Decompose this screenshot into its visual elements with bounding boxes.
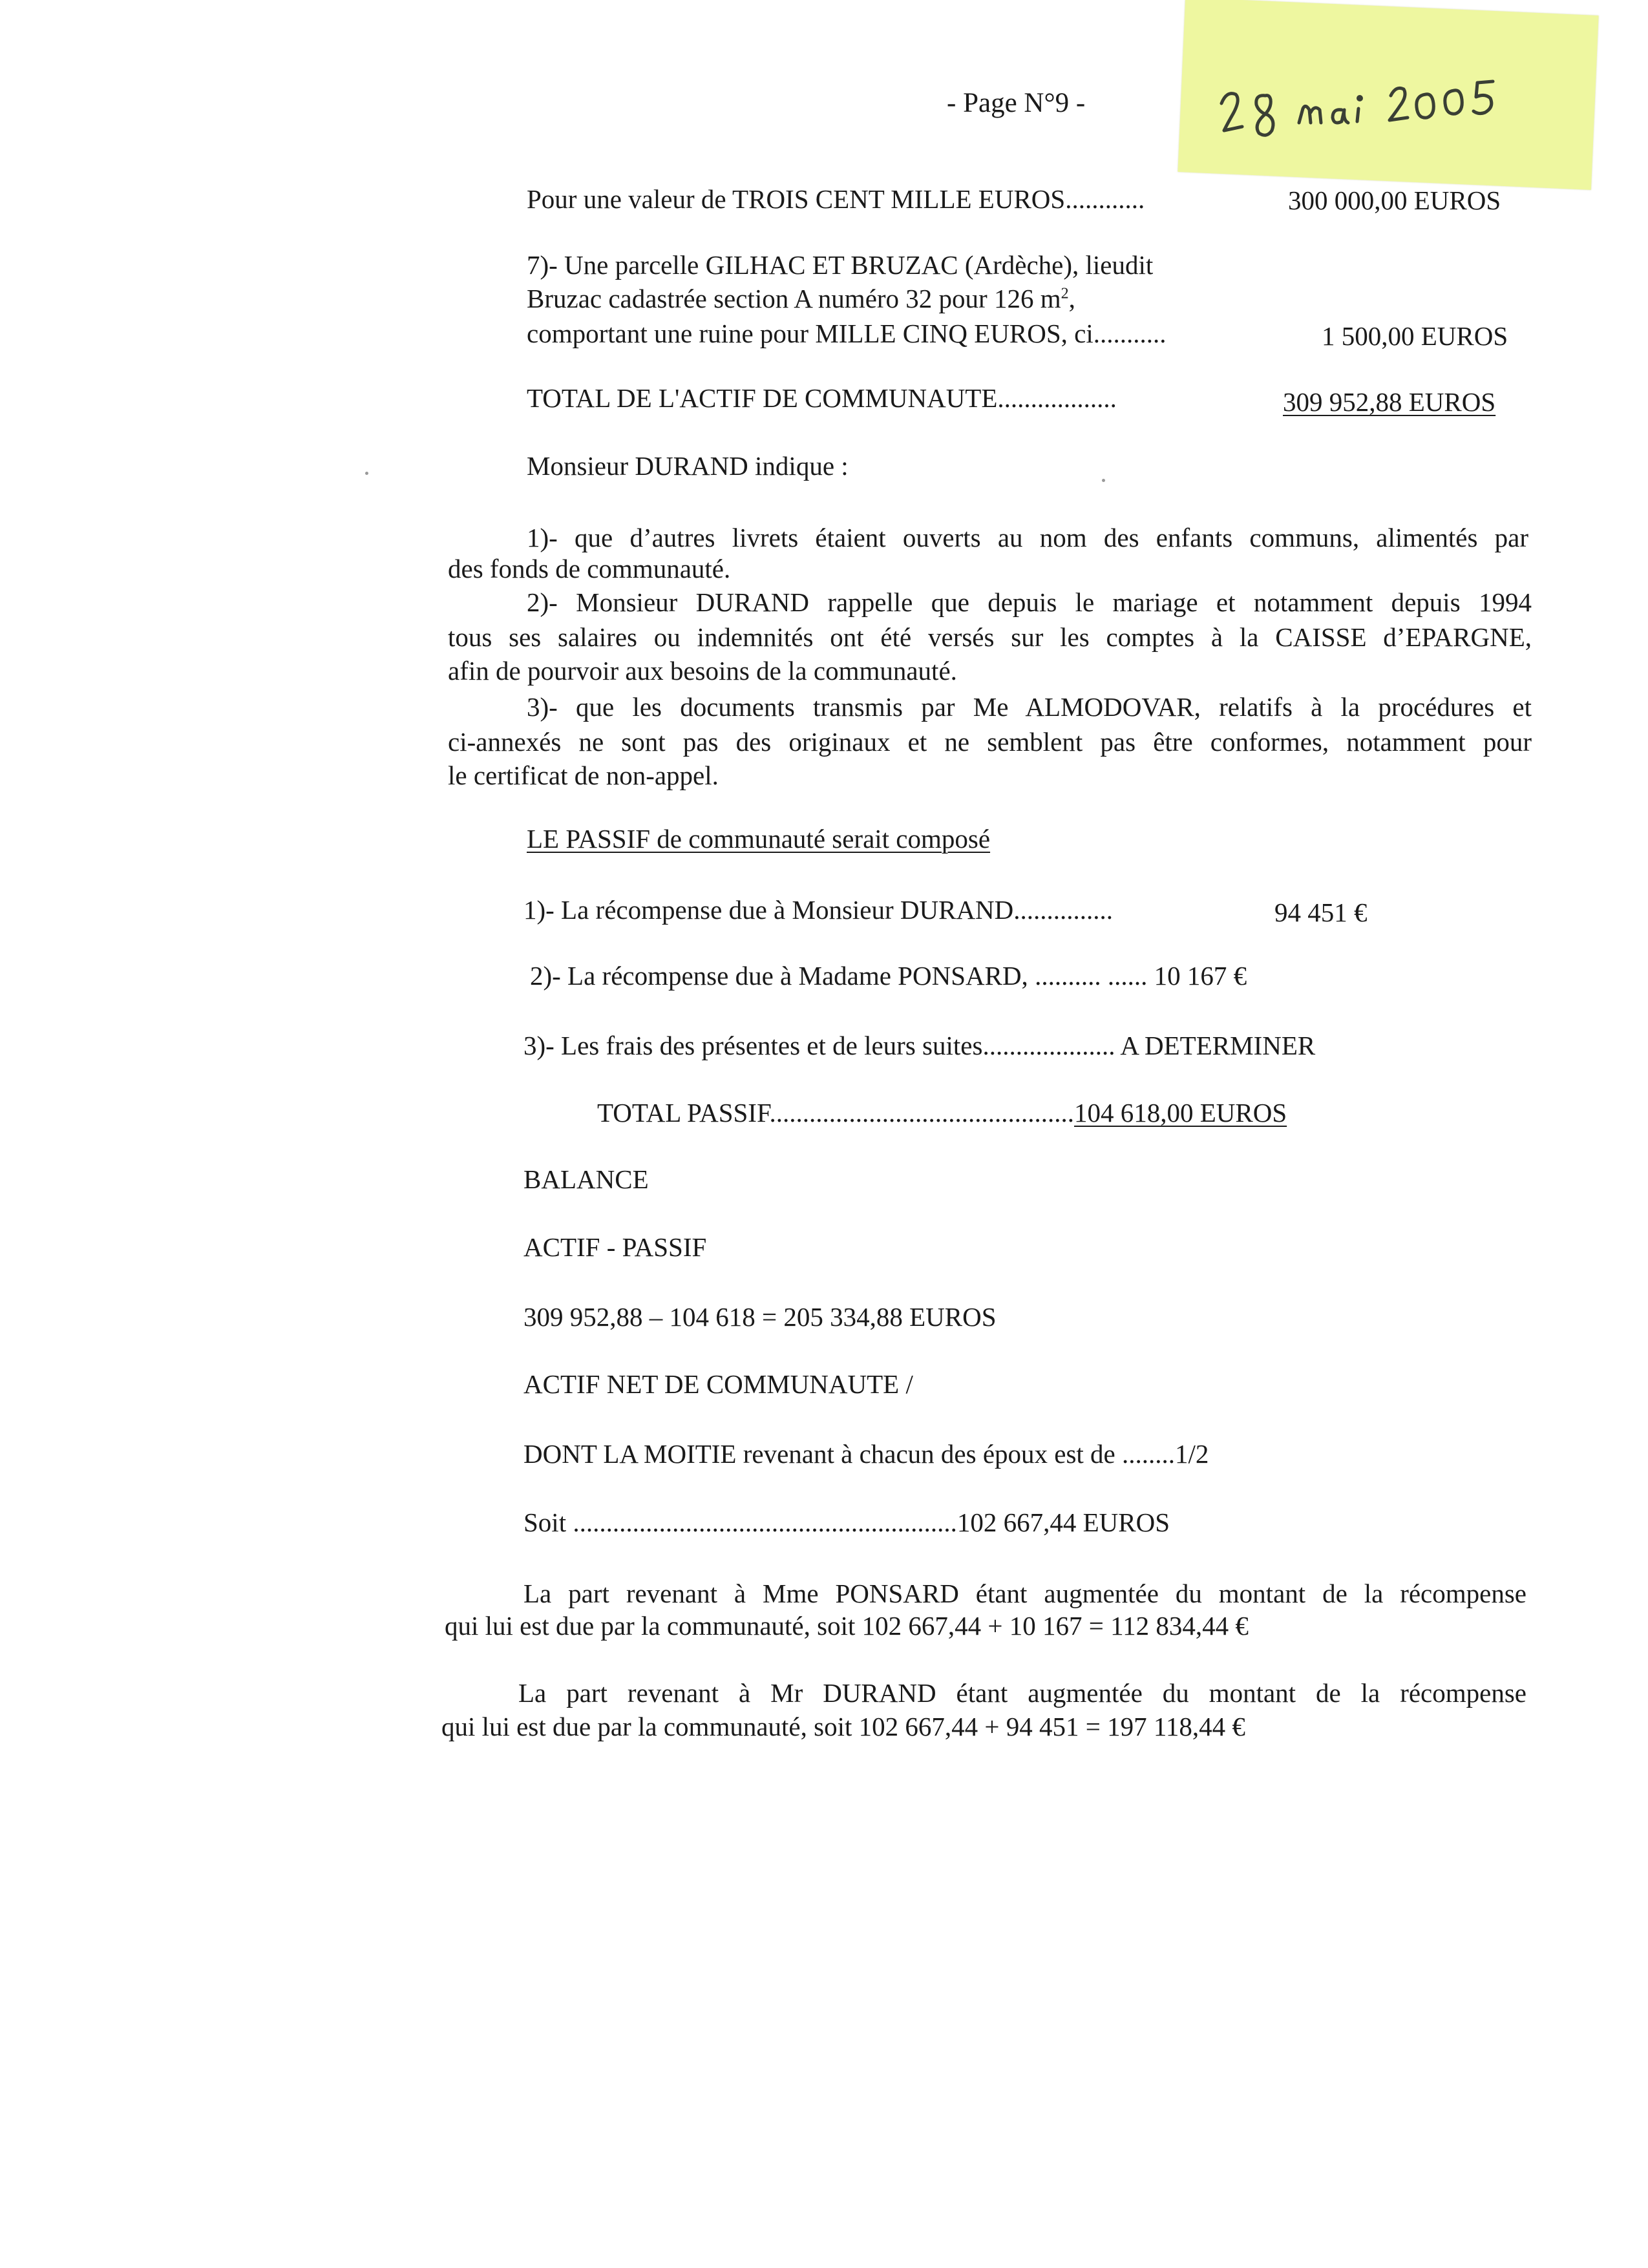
page-number: - Page N°9 - xyxy=(947,88,1086,118)
total-actif-amount: 309 952,88 EUROS xyxy=(1283,387,1496,417)
passif-item-2-dots: .......... ...... xyxy=(1035,961,1148,991)
passif-item-3 xyxy=(523,1033,1315,1059)
total-actif-label: TOTAL DE L'ACTIF DE COMMUNAUTE xyxy=(527,383,998,413)
passif-item-3-dots: ................... xyxy=(982,1031,1109,1060)
scan-speck xyxy=(1102,479,1105,482)
half-share-label: DONT LA MOITIE revenant à chacun des époux est de xyxy=(523,1439,1123,1469)
parcel-line-2 xyxy=(527,286,1075,312)
parcel-area-exponent: 2 xyxy=(1061,285,1069,302)
passif-item-1-dots: ............... xyxy=(1013,895,1114,925)
declaration-2-line-1: 2)- Monsieur DURAND rappelle que depuis le mariage et notamment depuis 1994 xyxy=(527,587,1532,617)
handwritten-date xyxy=(1209,58,1545,155)
passif-total-label: TOTAL PASSIF xyxy=(597,1098,770,1128)
ponsard-share-line-1: La part revenant à Mme PONSARD étant augmentée du montant de la récompense xyxy=(523,1579,1527,1608)
valuation-amount: 300 000,00 EUROS xyxy=(1288,185,1501,215)
declaration-3-line-2: ci-annexés ne sont pas des originaux et ne semblent pas être conformes, notamment pour xyxy=(448,727,1532,757)
half-share-value: 1/2 xyxy=(1175,1439,1209,1469)
parcel-line-2-text: Bruzac cadastrée section A numéro 32 pour 126 m xyxy=(527,284,1061,313)
passif-item-3-label: 3)- Les frais des présentes et de leurs suites xyxy=(523,1031,983,1060)
passif-item-1 xyxy=(523,897,1113,923)
soit-line xyxy=(523,1509,1170,1536)
balance-heading: BALANCE xyxy=(523,1164,649,1194)
passif-item-2 xyxy=(530,963,1247,989)
ponsard-share-line-2: qui lui est due par la communauté, soit 102 667,44 + 10 167 = 112 834,44 € xyxy=(445,1611,1249,1641)
passif-item-3-amount: . A DETERMINER xyxy=(1108,1031,1316,1060)
passif-total xyxy=(597,1100,1287,1126)
passif-total-amount: 104 618,00 EUROS xyxy=(1073,1098,1287,1128)
parcel-line-3 xyxy=(527,320,1167,347)
total-actif-line xyxy=(527,385,1117,412)
passif-item-1-label: 1)- La récompense due à Monsieur DURAND xyxy=(523,895,1014,925)
passif-item-2-label: 2)- La récompense due à Madame PONSARD, xyxy=(530,961,1035,991)
declaration-2-line-3: afin de pourvoir aux besoins de la communauté. xyxy=(448,656,957,686)
passif-item-1-amount: 94 451 € xyxy=(1274,898,1368,927)
declaration-3-line-1: 3)- que les documents transmis par Me ALMODOVAR, relatifs à la procédures et xyxy=(527,692,1532,722)
parcel-line-2-end: , xyxy=(1068,284,1075,313)
balance-calculation: 309 952,88 – 104 618 = 205 334,88 EUROS xyxy=(523,1302,997,1332)
half-share-line xyxy=(523,1441,1209,1467)
durand-share-line-2: qui lui est due par la communauté, soit 102 667,44 + 94 451 = 197 118,44 € xyxy=(441,1712,1245,1741)
half-share-dots: ........ xyxy=(1122,1439,1176,1469)
soit-amount: 102 667,44 EUROS xyxy=(956,1507,1170,1537)
net-actif-label: ACTIF NET DE COMMUNAUTE / xyxy=(523,1369,913,1399)
valuation-dots: ............ xyxy=(1065,184,1145,214)
parcel-line-3-label: comportant une ruine pour MILLE CINQ EUROS, ci xyxy=(527,319,1093,348)
declaration-intro: Monsieur DURAND indique : xyxy=(527,451,849,481)
parcel-line-1: 7)- Une parcelle GILHAC ET BRUZAC (Ardèche), lieudit xyxy=(527,250,1154,280)
declaration-3-line-3: le certificat de non-appel. xyxy=(448,761,719,790)
declaration-1-line-2: des fonds de communauté. xyxy=(448,554,731,583)
balance-subheading: ACTIF - PASSIF xyxy=(523,1232,707,1262)
scan-speck xyxy=(365,472,368,475)
total-actif-dots: .................. xyxy=(997,383,1117,413)
passif-heading: LE PASSIF de communauté serait composé xyxy=(527,824,991,854)
soit-label: Soit xyxy=(523,1507,573,1537)
declaration-2-line-2: tous ses salaires ou indemnités ont été versés sur les comptes à la CAISSE d’EPARGNE, xyxy=(448,622,1532,652)
parcel-amount: 1 500,00 EUROS xyxy=(1322,321,1508,351)
valuation-label: Pour une valeur de TROIS CENT MILLE EUROS xyxy=(527,184,1066,214)
parcel-line-3-dots: ........... xyxy=(1093,319,1167,348)
soit-dots: .......................................................... xyxy=(573,1507,957,1537)
declaration-1-line-1: 1)- que d’autres livrets étaient ouverts au nom des enfants communs, alimentés par xyxy=(527,523,1528,552)
durand-share-line-1: La part revenant à Mr DURAND étant augmentée du montant de la récompense xyxy=(518,1678,1527,1708)
passif-total-dots: .............................................. xyxy=(769,1098,1074,1128)
valuation-line xyxy=(527,186,1145,213)
passif-item-2-amount: 10 167 € xyxy=(1147,961,1247,991)
